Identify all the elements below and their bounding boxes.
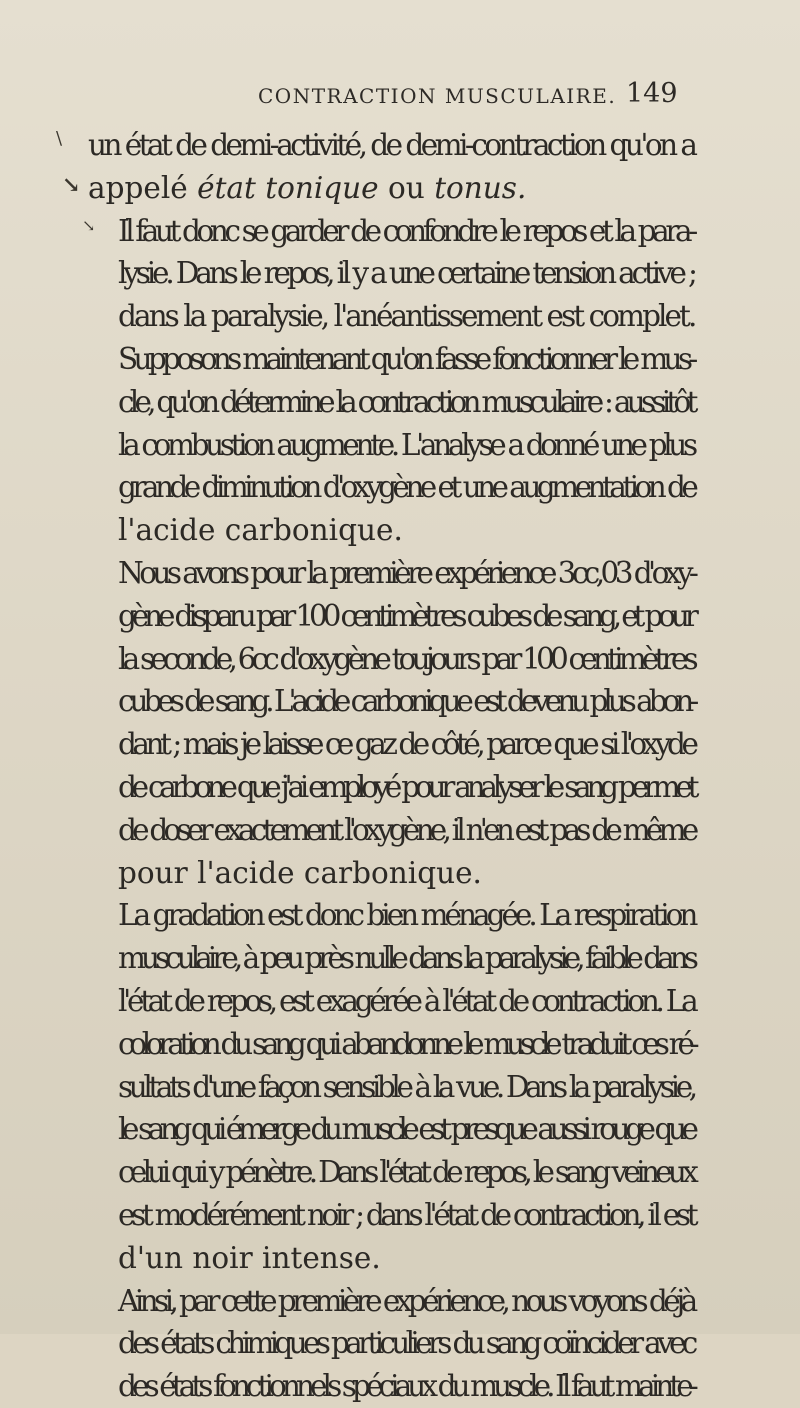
text-line: Supposons maintenant qu'on fasse fonctionner le mus-: [118, 341, 694, 376]
text-line: l'état de repos, est exagérée à l'état de contraction. La: [118, 983, 695, 1018]
text-line: musculaire, à peu près nulle dans la paralysie, faible dans: [118, 941, 694, 976]
text-line: cle, qu'on détermine la contraction musculaire : aussitôt: [118, 384, 694, 419]
text-line: appelé état tonique ou tonus.: [88, 170, 527, 205]
text-line: le sang qui émerge du muscle est presque aussi rouge que: [118, 1112, 694, 1147]
text-line: des états fonctionnels spéciaux du muscle. Il faut mainte-: [118, 1369, 694, 1404]
text-line: de doser exactement l'oxygène, il n'en est pas de même: [118, 812, 695, 847]
text-line: dant ; mais je laisse ce gaz de côté, parce que si l'oxyde: [118, 727, 695, 762]
text-line: d'un noir intense.: [118, 1240, 381, 1275]
italic-term: état tonique: [197, 170, 379, 205]
text-line: Il faut donc se garder de confondre le repos et la para-: [118, 213, 694, 248]
pencil-mark-icon: \: [56, 128, 63, 149]
pencil-mark-icon: ↘: [82, 216, 96, 235]
text-line: Ainsi, par cette première expérience, nous voyons déjà: [118, 1283, 694, 1318]
text-line: sultats d'une façon sensible à la vue. Dans la paralysie,: [118, 1069, 694, 1104]
text-line: gène disparu par 100 centimètres cubes de sang, et pour: [118, 598, 694, 633]
paragraph-1: [88, 124, 694, 210]
text-line: l'acide carbonique.: [118, 513, 403, 548]
text-line: dans la paralysie, l'anéantissement est complet.: [118, 299, 695, 334]
pencil-arrow-icon: ↘: [62, 172, 81, 198]
page-header: [0, 78, 800, 114]
text-line: Nous avons pour la première expérience 3cc,03 d'oxy-: [118, 555, 695, 590]
text-line: un état de demi-activité, de demi-contraction qu'on a: [88, 128, 695, 162]
page-number: 149: [626, 78, 678, 109]
text-line: grande diminution d'oxygène et une augmentation de: [118, 470, 695, 505]
text-line: celui qui y pénètre. Dans l'état de repos, le sang veineux: [118, 1155, 695, 1190]
body-text: [88, 124, 694, 1408]
text-line: des états chimiques particuliers du sang coïncider avec: [118, 1326, 694, 1361]
paragraph-6: [88, 1280, 694, 1408]
text-line: coloration du sang qui abandonne le muscle traduit ces ré-: [118, 1026, 695, 1061]
text-line: pour l'acide carbonique.: [118, 855, 482, 890]
text-line: La gradation est donc bien ménagée. La respiration: [118, 898, 695, 933]
paragraph-4: [88, 552, 694, 894]
running-head: CONTRACTION MUSCULAIRE.: [258, 84, 617, 108]
paragraph-3: [88, 338, 694, 552]
text-line: la combustion augmente. L'analyse a donné une plus: [118, 427, 694, 462]
italic-term: tonus.: [434, 170, 527, 205]
paragraph-5: [88, 894, 694, 1279]
text-line: de carbone que j'ai employé pour analyser le sang permet: [118, 769, 695, 804]
text-line: lysie. Dans le repos, il y a une certaine tension active ;: [118, 256, 694, 291]
text-line: cubes de sang. L'acide carbonique est devenu plus abon-: [118, 684, 695, 719]
text-line: est modérément noir ; dans l'état de contraction, il est: [118, 1197, 695, 1232]
text-line: la seconde, 6cc d'oxygène toujours par 100 centimètres: [118, 641, 694, 676]
paragraph-2: [88, 210, 694, 338]
